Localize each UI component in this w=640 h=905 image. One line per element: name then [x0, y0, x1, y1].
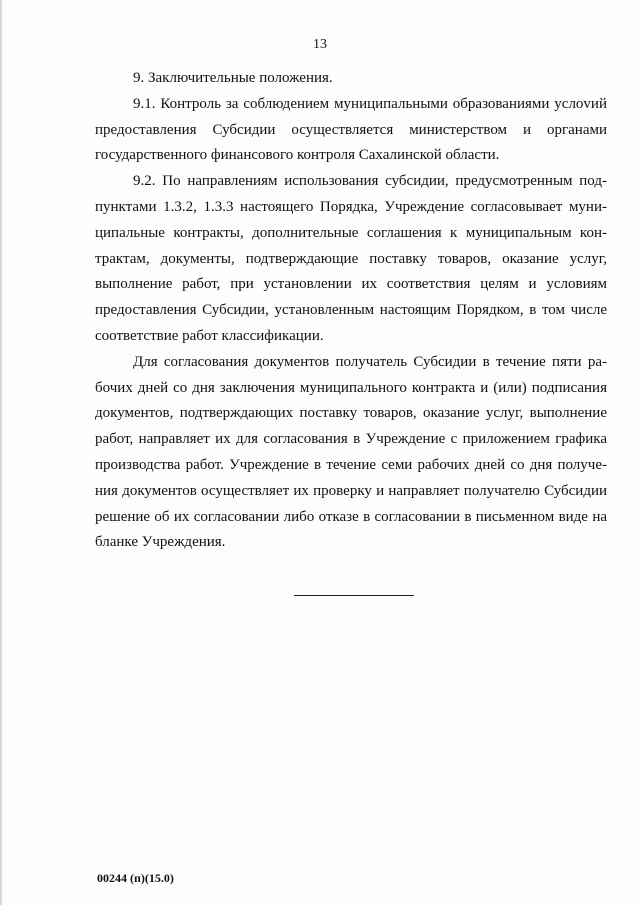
- page-edge: [0, 0, 2, 905]
- paragraph-approval-procedure: Для согласования документов получатель Субсидии в течение пяти рабочих дней со дня заключения муниципального контракта и (или) подписания документов, подтверждающих поставку товаров, оказание услуг, выполнение работ, направляет их для согласования в Учреждение с приложением графика производства работ. Учреждение в течение семи рабочих дней со дня получения документов осуществляет их проверку и направляет получателю Субсидии решение об их согласовании либо отказе в согласовании в письменном виде на бланке Учреждения.: [95, 353, 607, 551]
- paragraph-9-2: 9.2. По направлениям использования субсидии, предусмотренным подпунктами 1.3.2, 1.3.3 настоящего Порядка, Учреждение согласовывает муниципальные контракты, дополнительные соглашения к муниципальным контрактам, документы, подтверждающие поставку товаров, оказание услуг, выполнение работ, при установлении их соответствия целям и условиям предоставления Субсидии, установленным настоящим Порядком, в том числе соответствие работ классификации.: [95, 173, 607, 344]
- page-number: 13: [313, 37, 327, 52]
- footer-document-code: 00244 (п)(15.0): [97, 871, 174, 885]
- paragraph-9-1: 9.1. Контроль за соблюдением муниципальными образованиями услоvий предоставления Субсидии осуществляется министерством и органами государственного финансового контроля Сахалинской области.: [95, 95, 607, 164]
- section-heading: 9. Заключительные положения.: [133, 70, 333, 86]
- end-rule: [294, 595, 414, 596]
- document-body: [95, 66, 607, 556]
